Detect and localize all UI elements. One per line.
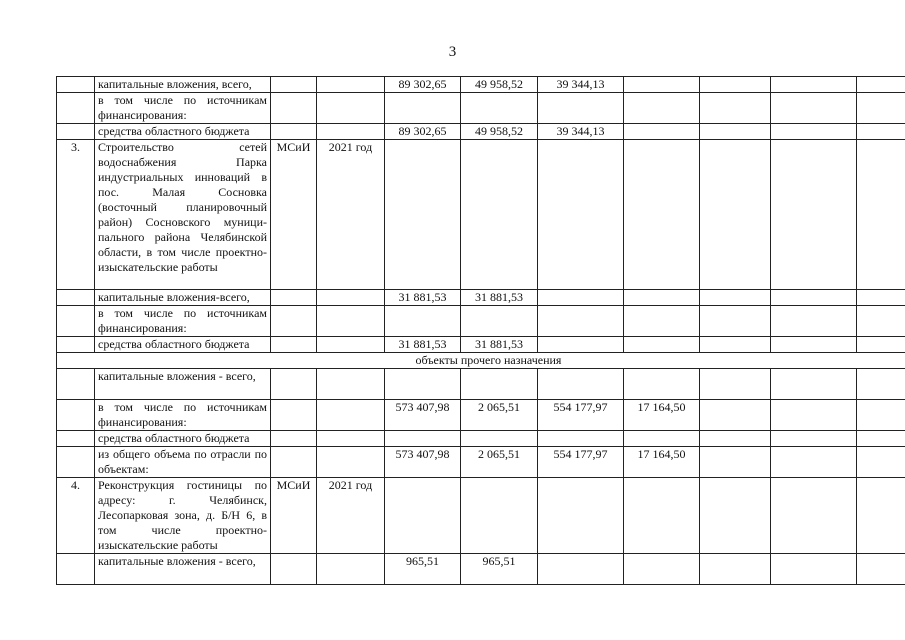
value-year-2: 39 344,13: [538, 124, 624, 140]
empty-cell: [771, 400, 857, 431]
year-cell: [317, 77, 385, 93]
row-number: [57, 306, 95, 337]
responsible-cell: [271, 337, 317, 353]
responsible-cell: МСиИ: [271, 478, 317, 554]
table-row: [57, 306, 905, 337]
year-cell: [317, 124, 385, 140]
year-cell: [317, 306, 385, 337]
row-description: Реконструкция гостиницы по адресу: г. Челябинск, Лесопарковая зона, д. Б/Н 6, в том числе проектно-изыскательские работы: [95, 478, 271, 554]
row-description: капитальные вложения, всего,: [95, 77, 271, 93]
year-cell: [317, 290, 385, 306]
value-total: 965,51: [385, 554, 461, 585]
empty-cell: [700, 400, 771, 431]
empty-cell: [857, 93, 905, 124]
year-cell: 2021 год: [317, 140, 385, 290]
value-year-2: [538, 369, 624, 400]
row-number: [57, 554, 95, 585]
value-year-3: [624, 369, 700, 400]
responsible-cell: [271, 306, 317, 337]
row-description: капитальные вложения - всего,: [95, 554, 271, 585]
empty-cell: [857, 337, 905, 353]
empty-cell: [700, 124, 771, 140]
table-row: [57, 140, 905, 290]
empty-cell: [771, 369, 857, 400]
value-year-2: 554 177,97: [538, 400, 624, 431]
row-number: [57, 93, 95, 124]
empty-cell: [771, 447, 857, 478]
empty-cell: [857, 554, 905, 585]
row-number: [57, 447, 95, 478]
responsible-cell: [271, 290, 317, 306]
year-cell: [317, 447, 385, 478]
value-total: [385, 478, 461, 554]
value-year-1: 31 881,53: [461, 290, 538, 306]
empty-cell: [771, 290, 857, 306]
value-year-1: [461, 431, 538, 447]
table-row: [57, 554, 905, 585]
page-number: 3: [448, 44, 457, 60]
value-year-1: [461, 306, 538, 337]
value-year-2: [538, 337, 624, 353]
table-row: [57, 369, 905, 400]
value-total: [385, 93, 461, 124]
empty-cell: [857, 431, 905, 447]
value-total: 573 407,98: [385, 447, 461, 478]
row-description: капитальные вложения-всего,: [95, 290, 271, 306]
table-body: [57, 77, 905, 585]
value-year-3: [624, 431, 700, 447]
value-year-3: 17 164,50: [624, 400, 700, 431]
responsible-cell: МСиИ: [271, 140, 317, 290]
value-year-1: [461, 93, 538, 124]
value-year-3: [624, 337, 700, 353]
empty-cell: [700, 478, 771, 554]
responsible-cell: [271, 431, 317, 447]
table-row: [57, 124, 905, 140]
empty-cell: [771, 478, 857, 554]
row-number: [57, 124, 95, 140]
value-year-3: [624, 124, 700, 140]
value-year-1: 49 958,52: [461, 77, 538, 93]
table-row: [57, 400, 905, 431]
row-number: [57, 431, 95, 447]
table-row: [57, 290, 905, 306]
year-cell: 2021 год: [317, 478, 385, 554]
value-year-1: [461, 478, 538, 554]
value-year-1: 49 958,52: [461, 124, 538, 140]
responsible-cell: [271, 124, 317, 140]
table-row: [57, 77, 905, 93]
value-total: [385, 306, 461, 337]
value-total: 89 302,65: [385, 77, 461, 93]
value-total: [385, 369, 461, 400]
responsible-cell: [271, 369, 317, 400]
responsible-cell: [271, 400, 317, 431]
value-year-2: [538, 431, 624, 447]
table-row: [57, 93, 905, 124]
value-year-3: 17 164,50: [624, 447, 700, 478]
value-year-1: [461, 369, 538, 400]
value-year-2: 39 344,13: [538, 77, 624, 93]
row-description: средства областного бюджета: [95, 124, 271, 140]
value-year-3: [624, 93, 700, 124]
row-description: в том числе по источникам финансирования:: [95, 400, 271, 431]
year-cell: [317, 431, 385, 447]
responsible-cell: [271, 447, 317, 478]
value-year-3: [624, 290, 700, 306]
row-description: из общего объема по отрасли по объектам:: [95, 447, 271, 478]
section-row: [57, 353, 905, 369]
empty-cell: [857, 369, 905, 400]
value-total: 89 302,65: [385, 124, 461, 140]
value-year-2: [538, 478, 624, 554]
empty-cell: [700, 447, 771, 478]
row-number: [57, 400, 95, 431]
empty-cell: [700, 554, 771, 585]
value-total: [385, 140, 461, 290]
empty-cell: [700, 290, 771, 306]
empty-cell: [857, 478, 905, 554]
table-row: [57, 431, 905, 447]
value-year-2: [538, 93, 624, 124]
value-year-1: [461, 140, 538, 290]
responsible-cell: [271, 93, 317, 124]
year-cell: [317, 337, 385, 353]
empty-cell: [857, 400, 905, 431]
empty-cell: [771, 93, 857, 124]
value-year-1: 2 065,51: [461, 400, 538, 431]
value-year-2: [538, 554, 624, 585]
budget-table: [56, 76, 905, 585]
empty-cell: [857, 140, 905, 290]
empty-cell: [771, 554, 857, 585]
value-year-3: [624, 140, 700, 290]
value-year-1: 2 065,51: [461, 447, 538, 478]
row-number: 4.: [57, 478, 95, 554]
empty-cell: [700, 369, 771, 400]
year-cell: [317, 93, 385, 124]
row-description: Строительство сетей водоснабжения Парка индустриальных инноваций в пос. Малая Сосновка (восточный планировочный район) Сосновского муници-пального района Челябинской области, в том числе проектно-изыскательские работы: [95, 140, 271, 290]
row-description: капитальные вложения - всего,: [95, 369, 271, 400]
empty-cell: [700, 337, 771, 353]
year-cell: [317, 554, 385, 585]
row-number: [57, 290, 95, 306]
row-number: [57, 77, 95, 93]
empty-cell: [700, 431, 771, 447]
responsible-cell: [271, 77, 317, 93]
empty-cell: [700, 93, 771, 124]
table-row: [57, 478, 905, 554]
value-year-1: 31 881,53: [461, 337, 538, 353]
value-year-3: [624, 77, 700, 93]
empty-cell: [700, 77, 771, 93]
empty-cell: [700, 140, 771, 290]
empty-cell: [857, 124, 905, 140]
empty-cell: [771, 140, 857, 290]
row-description: в том числе по источникам финансирования:: [95, 306, 271, 337]
value-year-1: 965,51: [461, 554, 538, 585]
value-year-3: [624, 478, 700, 554]
empty-cell: [771, 124, 857, 140]
empty-cell: [700, 306, 771, 337]
value-total: [385, 431, 461, 447]
responsible-cell: [271, 554, 317, 585]
table-row: [57, 447, 905, 478]
value-year-3: [624, 554, 700, 585]
year-cell: [317, 369, 385, 400]
value-total: 31 881,53: [385, 290, 461, 306]
row-description: средства областного бюджета: [95, 337, 271, 353]
row-number: 3.: [57, 140, 95, 290]
empty-cell: [771, 306, 857, 337]
value-year-2: [538, 306, 624, 337]
empty-cell: [857, 290, 905, 306]
table-row: [57, 337, 905, 353]
value-total: 31 881,53: [385, 337, 461, 353]
empty-cell: [857, 447, 905, 478]
row-description: средства областного бюджета: [95, 431, 271, 447]
value-year-3: [624, 306, 700, 337]
empty-cell: [771, 431, 857, 447]
value-year-2: 554 177,97: [538, 447, 624, 478]
empty-cell: [771, 337, 857, 353]
row-number: [57, 337, 95, 353]
empty-cell: [857, 77, 905, 93]
empty-cell: [857, 306, 905, 337]
value-year-2: [538, 140, 624, 290]
row-number: [57, 369, 95, 400]
year-cell: [317, 400, 385, 431]
value-year-2: [538, 290, 624, 306]
row-description: в том числе по источникам финансирования:: [95, 93, 271, 124]
value-total: 573 407,98: [385, 400, 461, 431]
empty-cell: [771, 77, 857, 93]
section-title: объекты прочего назначения: [57, 353, 905, 369]
